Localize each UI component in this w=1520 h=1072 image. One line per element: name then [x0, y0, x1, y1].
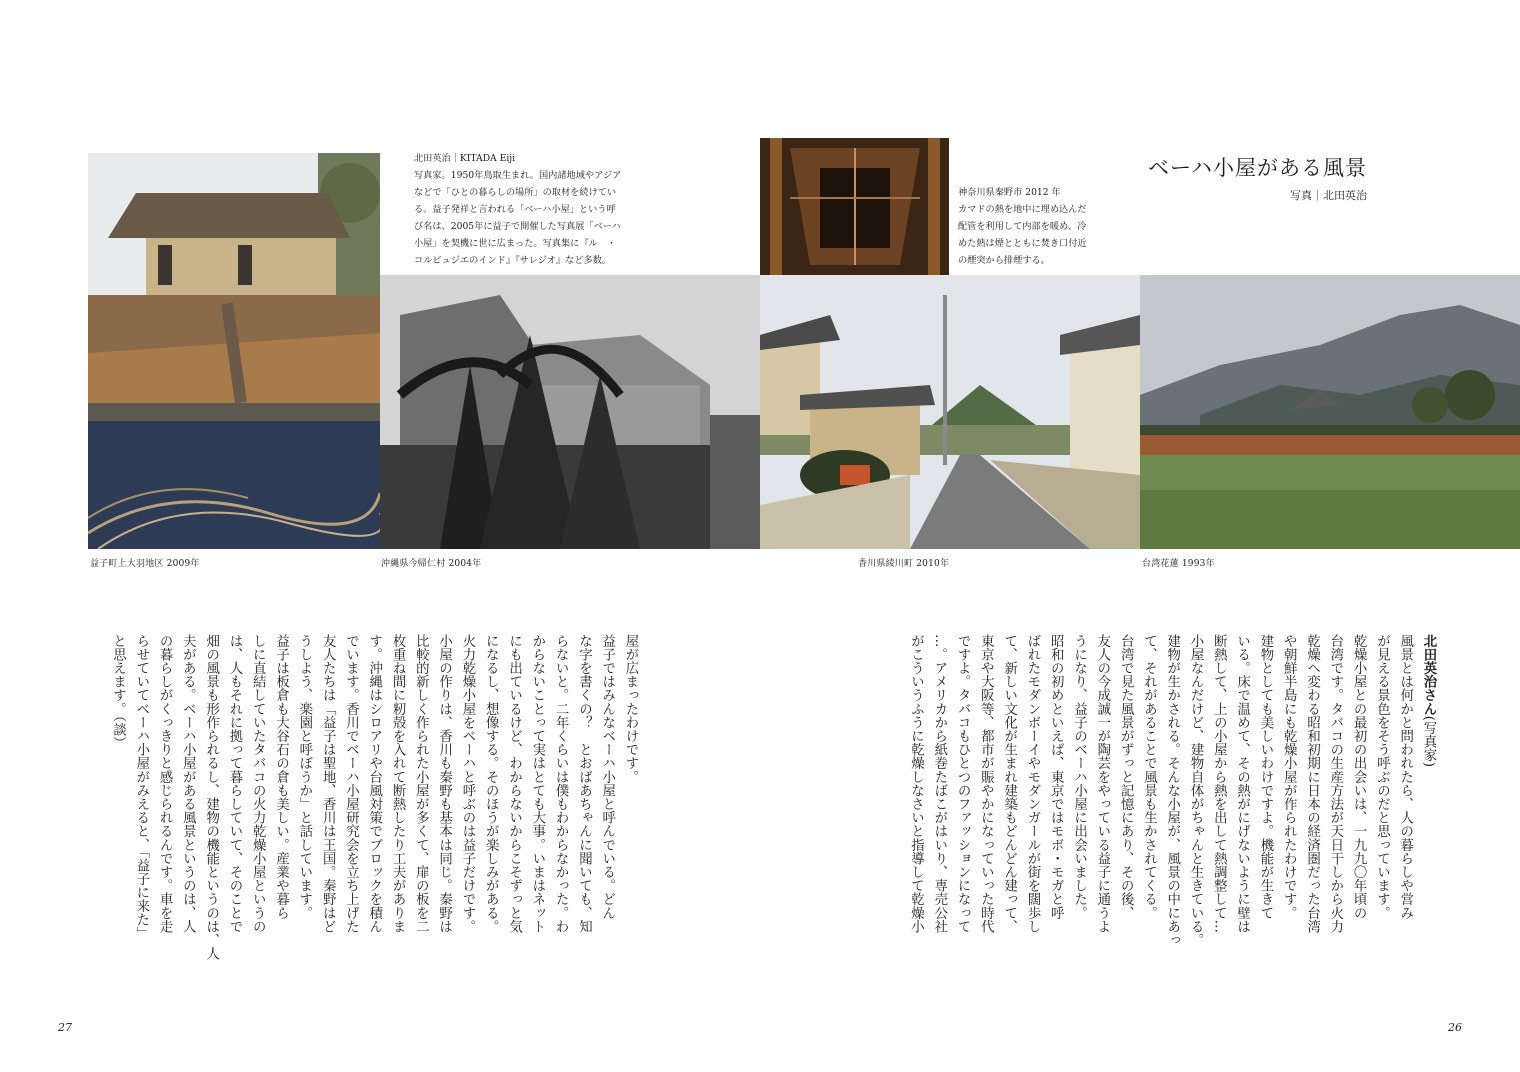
text-line: 台湾です。タバコの生産方法が天日干しから火力 — [1327, 634, 1343, 934]
text-line: な字を書くの？ とおばあちゃんに聞いても、知 — [576, 634, 592, 934]
text-line: ばれたモダンボーイやモダンガールが街を闊歩し — [1024, 634, 1040, 934]
profile-line: などで「ひとの暮らしの場所」の取材を続けてい — [414, 187, 617, 198]
text-line: 友人たちは「益子は聖地、香川は王国。秦野はど — [320, 634, 336, 934]
caption-photo2: 沖縄県今帰仁村 2004年 — [381, 559, 482, 569]
text-line: の暮らしがくっきりと感じられるんです。車を走 — [157, 634, 173, 934]
inset-caption-line: めた熱は煙とともに焚き口付近 — [958, 238, 1087, 249]
caption-photo1: 益子町上大羽地区 2009年 — [90, 559, 200, 569]
text-line: 比較的新しく作られた小屋が多くて、扉の板を二 — [413, 634, 429, 934]
text-line: いる。床で温めて、その熱がにげないように壁は — [1234, 634, 1250, 934]
feature-title: ベーハ小屋がある風景 — [1148, 156, 1367, 180]
profile-line: る。益子発祥と言われる「ベーハ小屋」という呼 — [414, 204, 616, 215]
inset-caption-line: の煙突から排煙する。 — [958, 255, 1050, 266]
photo-mashiko-barn — [88, 153, 380, 549]
text-line: 小屋の作りは、香川も秦野も基本は同じ。秦野は — [436, 634, 452, 934]
inset-caption — [958, 184, 1087, 269]
profile-line: コルビュジエのインド』『サレジオ』など多数。 — [414, 255, 612, 266]
text-line: 友人の今成誠一が陶芸をやっている益子に通うよ — [1094, 634, 1110, 934]
text-line: になるし、想像する。そのほうが楽しみがある。 — [483, 634, 499, 934]
text-line: がこういうふうに乾燥しなさいと指導して乾燥小 — [908, 634, 924, 934]
inset-caption-line: 配管を利用して内部を暖め、冷 — [958, 221, 1087, 232]
text-line: が見える景色をそう呼ぶのだと思っています。 — [1374, 634, 1390, 920]
text-line: 昭和の初めといえば、東京ではモボ・モガと呼 — [1048, 634, 1064, 920]
text-line: からないことって実はとても大事。いまはネット — [529, 634, 545, 934]
text-line: にも出ているけど、わからないからこそずっと気 — [506, 634, 522, 934]
text-line: 建物としても美しいわけですよ。機能が生きて — [1257, 634, 1273, 920]
text-line: 益子は板倉も大谷石の倉も美しい。産業や暮ら — [273, 634, 289, 920]
text-line: て、それがあることで風景も生かされてくる。 — [1141, 634, 1157, 920]
text-line: と思えます。（談） — [110, 634, 126, 750]
body-text-left-page — [82, 634, 642, 964]
text-line: 益子ではみんなベーハ小屋と呼んでいる。どん — [599, 634, 615, 920]
inset-caption-line: カマドの熱を地中に埋め込んだ — [958, 204, 1087, 215]
photo-hadano-kiln — [760, 138, 949, 275]
text-line: 建物が生かされる。そんな小屋が、風景の中にあっ — [1164, 634, 1180, 947]
profile-name: 北田英治｜KITADA Eiji — [414, 153, 516, 164]
photographer-profile — [414, 150, 621, 269]
text-line: や朝鮮半島にも乾燥小屋が作られたわけです。 — [1281, 634, 1297, 920]
speaker-role: (写真家) — [1421, 715, 1436, 768]
speaker-name: 北田英治さん — [1421, 634, 1436, 716]
text-line: 枚重ね間に籾殻を入れて断熱したり工夫がありま — [390, 634, 406, 934]
speaker-line — [1417, 634, 1440, 964]
text-line: 台湾で見た風景がずっと記憶にあり、その後、 — [1118, 634, 1134, 920]
profile-line: 写真家。1950年鳥取生まれ。国内諸地域やアジア — [414, 170, 622, 181]
profile-line: 小屋」を契機に世に広まった。写真集に『ル ・ — [414, 238, 617, 249]
text-line: 断熱して、上の小屋から熱を出して熱調整して… — [1211, 634, 1227, 934]
photo-taiwan-field — [1140, 275, 1520, 549]
photo-okinawa-bw — [380, 275, 760, 549]
text-line: ですよ。タバコもひとつのファッションになって — [955, 634, 971, 934]
text-line: らせていてベーハ小屋がみえると、「益子に来た」 — [133, 634, 149, 941]
page-number-right: 26 — [1448, 1021, 1462, 1034]
text-line: うになり、益子のベーハ小屋に出会いました。 — [1071, 634, 1087, 920]
page-number-left: 27 — [58, 1021, 72, 1034]
feature-credit: 写真｜北田英治 — [1290, 189, 1367, 202]
text-line: 畑の風景も形作られるし、建物の機能というのは、人 — [203, 634, 219, 961]
text-line: うしよう、楽園と呼ぼうか」と話しています。 — [296, 634, 312, 920]
text-line: 風景とは何かと問われたら、人の暮らしや営み — [1397, 634, 1413, 920]
photo-kagawa-road — [760, 275, 1140, 549]
text-line: は、人もそれに拠って暮らしていて、そのことで — [226, 634, 242, 934]
text-line: て、新しい文化が生まれ建築もどんどん建って、 — [1001, 634, 1017, 934]
caption-photo3: 香川県綾川町 2010年 — [858, 559, 950, 569]
body-text-right-page — [880, 634, 1440, 964]
text-line: …。アメリカから紙巻たばこがはいり、専売公社 — [931, 634, 947, 934]
inset-caption-title: 神奈川県秦野市 2012 年 — [958, 187, 1061, 198]
text-line: 夫がある。ベーハ小屋がある風景というのは、人 — [180, 634, 196, 934]
text-line: す。沖縄はシロアリや台風対策でブロックを積ん — [366, 634, 382, 934]
text-line: らないと。二年くらいは僕もわからなかった。わ — [553, 634, 569, 934]
text-line: 小屋なんだけど、建物自体がちゃんと生きている。 — [1188, 634, 1204, 947]
profile-line: び名は、2005年に益子で開催した写真展「ベーハ — [414, 221, 621, 232]
text-line: でいます。香川でベーハ小屋研究会を立ち上げた — [343, 634, 359, 934]
text-line: しに直結していたタバコの火力乾燥小屋というの — [250, 634, 266, 934]
text-line: 屋が広まったわけです。 — [623, 634, 638, 784]
text-line: 東京や大阪等、都市が賑やかになっていった時代 — [978, 634, 994, 934]
caption-photo4: 台湾花蓮 1993年 — [1142, 559, 1215, 569]
text-line: 乾燥へ変わる昭和初期に日本の経済圏だった台湾 — [1304, 634, 1320, 934]
text-line: 乾燥小屋との最初の出会いは、一九九〇年頃の — [1351, 634, 1367, 920]
text-line: 火力乾燥小屋をベーハと呼ぶのは益子だけです。 — [459, 634, 475, 934]
